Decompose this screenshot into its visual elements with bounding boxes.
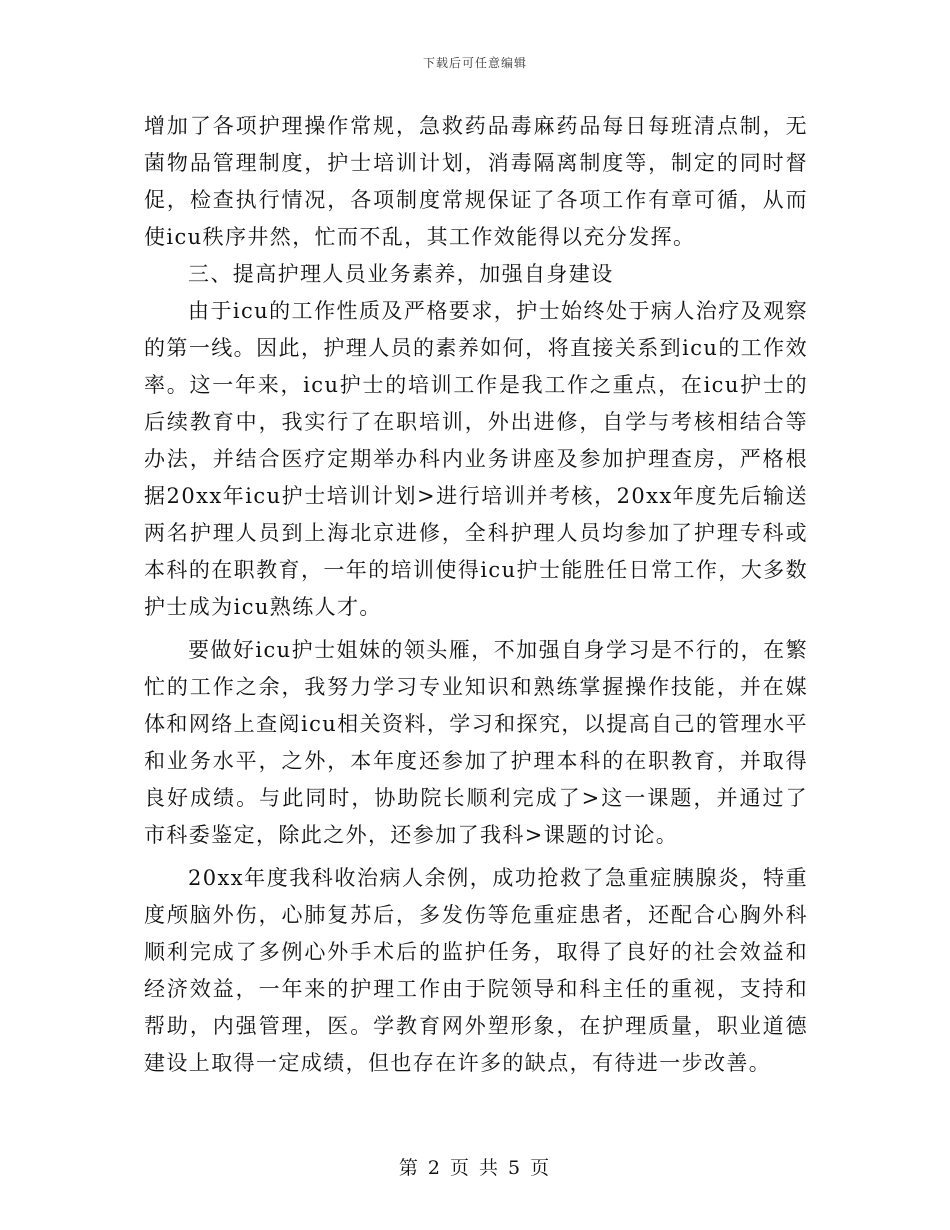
document-body [144,108,808,1082]
paragraph: 由于icu的工作性质及严格要求，护士始终处于病人治疗及观察的第一线。因此，护理人员的素养如何，将直接关系到icu的工作效率。这一年来，icu护士的培训工作是我工作之重点，在icu护士的后续教育中，我实行了在职培训，外出进修，自学与考核相结合等办法，并结合医疗定期举办科内业务讲座及参加护理查房，严格根据20xx年icu护士培训计划>进行培训并考核，20xx年度先后输送两名护理人员到上海北京进修，全科护理人员均参加了护理专科或本科的在职教育，一年的培训使得icu护士能胜任日常工作，大多数护士成为icu熟练人才。 [144,299,808,619]
section-heading: 三、提高护理人员业务素养，加强自身建设 [188,262,614,286]
page-number: 第 2 页 共 5 页 [398,1157,552,1179]
paragraph-continuation: 增加了各项护理操作常规，急救药品毒麻药品每日每班清点制，无菌物品管理制度，护士培训计划，消毒隔离制度等，制定的同时督促，检查执行情况，各项制度常规保证了各项工作有章可循，从而使icu秩序井然，忙而不乱，其工作效能得以充分发挥。 [144,114,808,249]
paragraph: 20xx年度我科收治病人余例，成功抢救了急重症胰腺炎，特重度颅脑外伤，心肺复苏后，多发伤等危重症患者，还配合心胸外科顺利完成了多例心外手术后的监护任务，取得了良好的社会效益和经济效益，一年来的护理工作由于院领导和科主任的重视，支持和帮助，内强管理，医。学教育网外塑形象，在护理质量，职业道德建设上取得一定成绩，但也存在许多的缺点，有待进一步改善。 [144,866,808,1075]
paragraph: 要做好icu护士姐妹的领头雁，不加强自身学习是不行的，在繁忙的工作之余，我努力学习专业知识和熟练掌握操作技能，并在媒体和网络上查阅icu相关资料，学习和探究，以提高自己的管理水平和业务水平，之外，本年度还参加了护理本科的在职教育，并取得良好成绩。与此同时，协助院长顺利完成了>这一课题，并通过了市科委鉴定，除此之外，还参加了我科>课题的讨论。 [144,638,808,847]
header-note: 下载后可任意编辑 [422,56,527,70]
